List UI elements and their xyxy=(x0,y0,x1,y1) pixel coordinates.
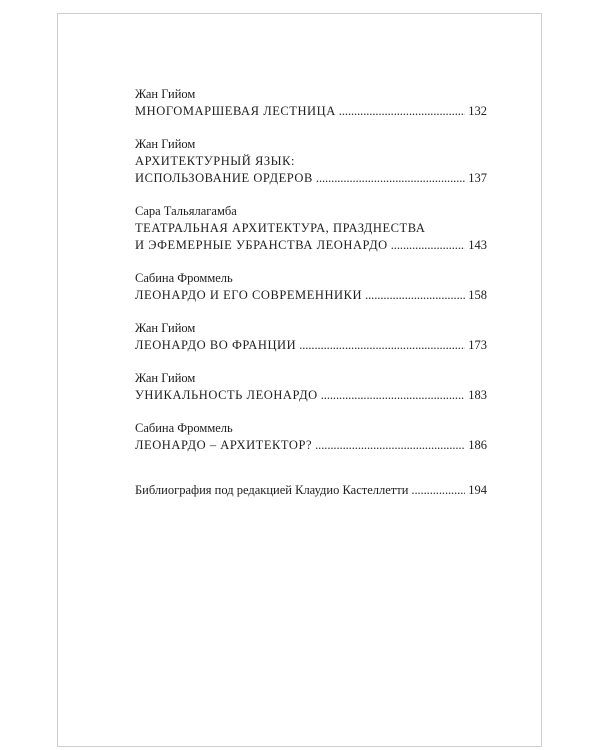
entry-page-number: 132 xyxy=(468,104,487,118)
dot-leader xyxy=(321,387,466,404)
toc-entry xyxy=(135,136,487,187)
entry-author: Жан Гийом xyxy=(135,371,196,385)
entry-title-line: АРХИТЕКТУРНЫЙ ЯЗЫК: xyxy=(135,154,296,168)
entry-page-number: 173 xyxy=(468,338,487,352)
entry-title-row xyxy=(135,437,487,454)
entry-author: Сара Тальялагамба xyxy=(135,204,237,218)
entry-title-row xyxy=(135,337,487,354)
entry-title: УНИКАЛЬНОСТЬ ЛЕОНАРДО xyxy=(135,388,318,402)
entry-title: МНОГОМАРШЕВАЯ ЛЕСТНИЦА xyxy=(135,104,336,118)
entry-author: Жан Гийом xyxy=(135,137,196,151)
dot-leader xyxy=(316,170,465,187)
entry-title: ЛЕОНАРДО И ЕГО СОВРЕМЕННИКИ xyxy=(135,288,363,302)
bibliography-title: Библиография под редакцией Клаудио Кастеллетти xyxy=(135,483,409,497)
entry-title-row xyxy=(135,387,487,404)
toc-entry xyxy=(135,320,487,354)
toc-entry xyxy=(135,270,487,304)
dot-leader xyxy=(339,103,465,120)
entry-author: Жан Гийом xyxy=(135,87,196,101)
entry-title: И ЭФЕМЕРНЫЕ УБРАНСТВА ЛЕОНАРДО xyxy=(135,238,388,252)
dot-leader xyxy=(391,237,466,254)
entry-title-row xyxy=(135,103,487,120)
dot-leader xyxy=(299,337,465,354)
table-of-contents xyxy=(135,86,487,499)
entry-page-number: 183 xyxy=(468,388,487,402)
dot-leader xyxy=(365,287,465,304)
entry-page-number: 137 xyxy=(468,171,487,185)
entry-title: ЛЕОНАРДО – АРХИТЕКТОР? xyxy=(135,438,313,452)
entry-title-line: ТЕАТРАЛЬНАЯ АРХИТЕКТУРА, ПРАЗДНЕСТВА xyxy=(135,221,426,235)
entry-title: ИСПОЛЬЗОВАНИЕ ОРДЕРОВ xyxy=(135,171,313,185)
dot-leader xyxy=(315,437,465,454)
entry-author: Сабина Фроммель xyxy=(135,271,233,285)
toc-entry xyxy=(135,370,487,404)
entry-title-row xyxy=(135,170,487,187)
toc-entry xyxy=(135,420,487,454)
entry-page-number: 143 xyxy=(468,238,487,252)
bibliography-row xyxy=(135,482,487,499)
entry-title-row xyxy=(135,237,487,254)
bibliography-entry xyxy=(135,482,487,499)
entry-title-row xyxy=(135,287,487,304)
entry-author: Сабина Фроммель xyxy=(135,421,233,435)
entry-page-number: 186 xyxy=(468,438,487,452)
entry-page-number: 158 xyxy=(468,288,487,302)
toc-entry xyxy=(135,203,487,254)
entry-author: Жан Гийом xyxy=(135,321,196,335)
entry-title: ЛЕОНАРДО ВО ФРАНЦИИ xyxy=(135,338,297,352)
bibliography-page-number: 194 xyxy=(468,483,487,497)
toc-entry xyxy=(135,86,487,120)
dot-leader xyxy=(411,482,465,499)
